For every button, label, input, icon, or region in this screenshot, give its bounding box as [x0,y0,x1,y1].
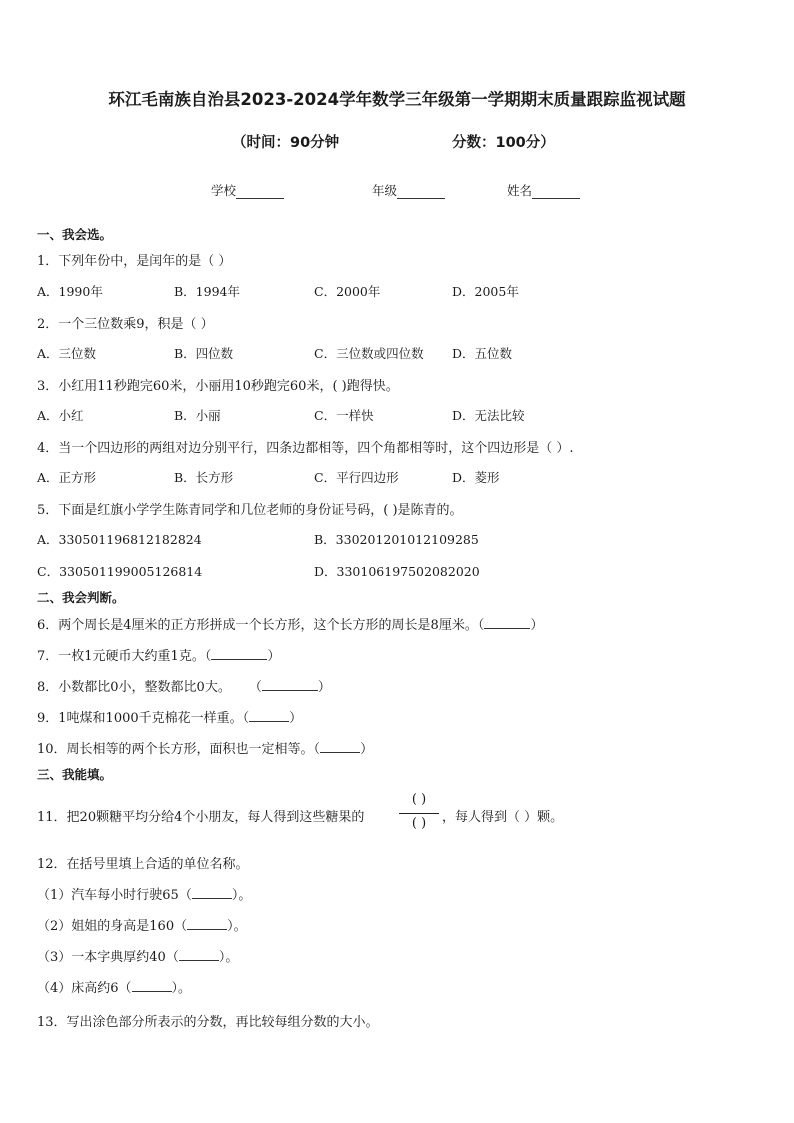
q4-option-c[interactable]: C．平行四边形 [314,470,399,485]
q3-option-d[interactable]: D．无法比较 [452,408,525,423]
q9-answer-blank[interactable] [249,708,289,722]
school-blank[interactable] [236,184,284,199]
question-11-part-b: ，每人得到（ ）颗。 [442,810,564,825]
q2-option-a[interactable]: A．三位数 [37,346,97,361]
q6-text: 6．两个周长是4厘米的正方形拼成一个长方形，这个长方形的周长是8厘米。 [37,618,478,633]
q8-paren-close: ） [317,680,331,695]
q6-paren-close: ） [530,618,544,633]
q1-option-a[interactable]: A．1990年 [37,284,103,299]
q7-paren-open: （ [204,649,212,664]
section-heading-2: 二、我会判断。 [37,590,125,605]
q12-item-4 [37,977,191,996]
q11-numerator-blank[interactable]: ( ) [411,792,427,807]
exam-time: （时间：90分钟 [232,135,340,151]
q4-option-d[interactable]: D．菱形 [452,470,500,485]
question-2: 2．一个三位数乘9，积是（ ） [37,317,214,332]
section-heading-3: 三、我能填。 [37,767,113,782]
q4-option-a[interactable]: A．正方形 [37,470,97,485]
q5-option-c[interactable]: C．330501199005126814 [37,564,203,579]
q10-paren-close: ） [360,742,374,757]
question-10 [37,738,373,757]
q12-item-3-close: ）。 [218,950,239,965]
q3-option-b[interactable]: B．小丽 [174,408,221,423]
q12-item-4-close: ）。 [171,981,192,996]
fraction-bar [399,813,439,814]
q5-option-d[interactable]: D．330106197502082020 [314,564,480,579]
question-8 [37,676,331,695]
q12-item-1-text: （1）汽车每小时行驶65（ [37,888,192,903]
page-title: 环江毛南族自治县2023-2024学年数学三年级第一学期期末质量跟踪监视试题 [108,90,686,109]
school-field[interactable] [211,181,284,199]
q2-option-b[interactable]: B．四位数 [174,346,234,361]
name-label: 姓名 [507,183,533,198]
q6-answer-blank[interactable] [484,615,530,629]
question-1: 1．下列年份中，是闰年的是（ ） [37,254,232,269]
q12-item-4-text: （4）床高约6（ [37,981,132,996]
q1-option-c[interactable]: C．2000年 [314,284,381,299]
question-6 [37,614,543,633]
q3-option-c[interactable]: C．一样快 [314,408,374,423]
school-label: 学校 [211,183,237,198]
exam-score: 分数：100分） [452,135,555,151]
q12-item-3 [37,946,238,965]
q6-paren-open: （ [477,618,485,633]
question-9 [37,707,302,726]
q4-option-b[interactable]: B．长方形 [174,470,234,485]
q9-paren-close: ） [289,711,303,726]
q7-answer-blank[interactable] [211,646,267,660]
q3-option-a[interactable]: A．小红 [37,408,84,423]
grade-blank[interactable] [397,184,445,199]
exam-meta [0,131,794,151]
q10-answer-blank[interactable] [320,739,360,753]
q8-text: 8．小数都比0小，整数都比0大。 [37,680,231,695]
question-13: 13．写出涂色部分所表示的分数，再比较每组分数的大小。 [37,1015,379,1030]
question-11-part-a: 11．把20颗糖平均分给4个小朋友，每人得到这些糖果的 [37,810,365,825]
q12-item-3-text: （3）一本字典厚约40（ [37,950,179,965]
q10-paren-open: （ [313,742,321,757]
question-5: 5．下面是红旗小学学生陈青同学和几位老师的身份证号码，( )是陈青的。 [37,503,463,518]
question-7 [37,645,280,664]
q11-denominator-blank[interactable]: ( ) [411,816,427,831]
q9-text: 9．1吨煤和1000千克棉花一样重。 [37,711,243,726]
q12-item-2-blank[interactable] [187,916,227,930]
q2-option-c[interactable]: C．三位数或四位数 [314,346,424,361]
q12-item-1-close: ）。 [231,888,252,903]
q12-item-1-blank[interactable] [192,885,232,899]
q5-option-b[interactable]: B．330201201012109285 [314,532,479,547]
q5-option-a[interactable]: A．330501196812182824 [37,532,202,547]
question-4: 4．当一个四边形的两组对边分别平行，四条边都相等，四个角都相等时，这个四边形是（ ）. [37,441,574,456]
q1-option-b[interactable]: B．1994年 [174,284,240,299]
section-heading-1: 一、我会选。 [37,227,113,242]
name-blank[interactable] [532,184,580,199]
q8-answer-blank[interactable] [262,677,318,691]
q12-item-2-text: （2）姐姐的身高是160（ [37,919,188,934]
question-12: 12．在括号里填上合适的单位名称。 [37,857,249,872]
q1-option-d[interactable]: D．2005年 [452,284,519,299]
q11-fraction[interactable] [397,792,441,836]
q12-item-1 [37,884,251,903]
grade-field[interactable] [372,181,445,199]
q2-option-d[interactable]: D．五位数 [452,346,513,361]
q8-paren-open: （ [248,680,262,695]
q12-item-2-close: ）。 [227,919,247,934]
grade-label: 年级 [372,183,398,198]
q7-text: 7．一枚1元硬币大约重1克。 [37,649,205,664]
q12-item-4-blank[interactable] [132,978,172,992]
q12-item-2 [37,915,247,934]
q9-paren-open: （ [242,711,250,726]
name-field[interactable] [507,181,580,199]
question-3: 3．小红用11秒跑完60米，小丽用10秒跑完60米，( )跑得快。 [37,379,399,394]
q10-text: 10．周长相等的两个长方形，面积也一定相等。 [37,742,314,757]
q7-paren-close: ） [267,649,281,664]
q12-item-3-blank[interactable] [179,947,219,961]
